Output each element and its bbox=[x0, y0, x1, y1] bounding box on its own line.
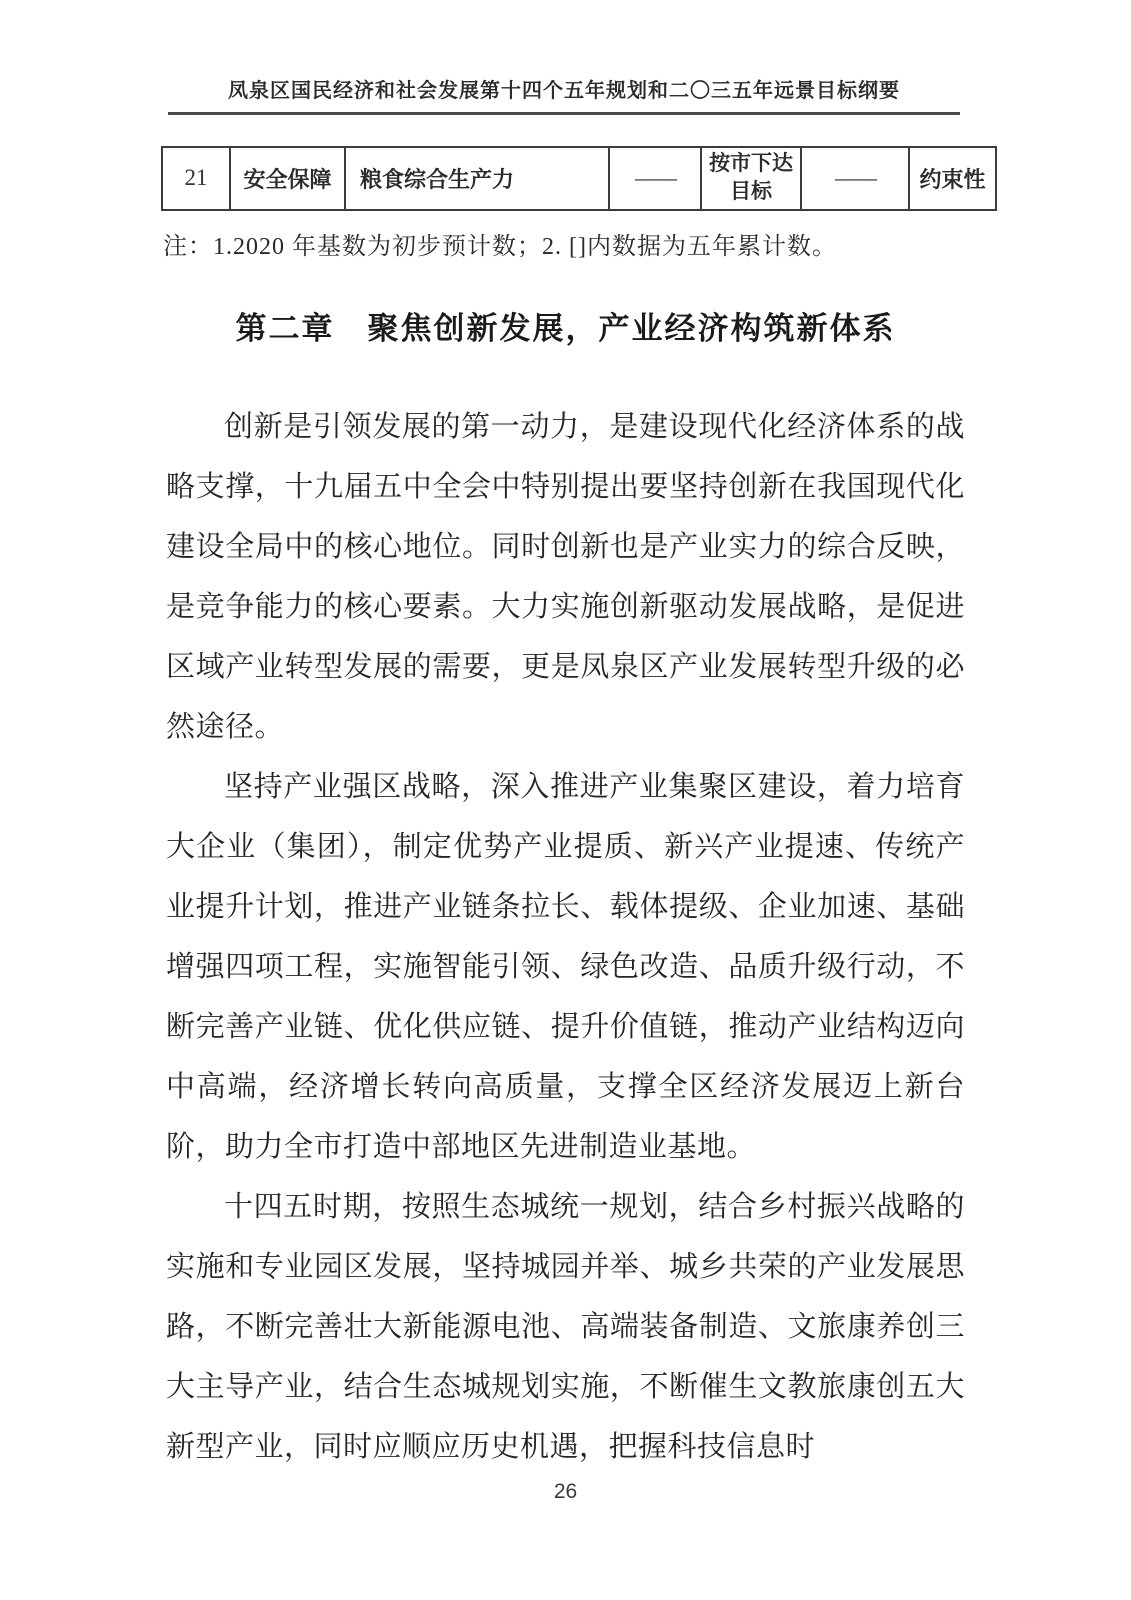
cell-category: 安全保障 bbox=[230, 147, 345, 210]
cell-indicator-name: 粮食综合生产力 bbox=[345, 147, 609, 210]
cell-base-value: —— bbox=[609, 147, 701, 210]
cell-growth-value: —— bbox=[801, 147, 909, 210]
chapter-heading: 第二章 聚焦创新发展，产业经济构筑新体系 bbox=[235, 310, 896, 346]
table-footnote: 注：1.2020 年基数为初步预计数；2. []内数据为五年累计数。 bbox=[163, 233, 837, 260]
body-text bbox=[166, 397, 965, 1477]
cell-row-number: 21 bbox=[162, 147, 230, 210]
cell-target-value: 按市下达目标 bbox=[701, 147, 801, 210]
paragraph-2: 坚持产业强区战略，深入推进产业集聚区建设，着力培育大企业（集团），制定优势产业提质、新兴产业提速、传统产业提升计划，推进产业链条拉长、载体提级、企业加速、基础增强四项工程，实施智能引领、绿色改造、品质升级行动，不断完善产业链、优化供应链、提升价值链，推动产业结构迈向中高端，经济增长转向高质量，支撑全区经济发展迈上新台阶，助力全市打造中部地区先进制造业基地。 bbox=[166, 770, 965, 1163]
cell-attribute: 约束性 bbox=[909, 147, 996, 210]
table-row bbox=[162, 147, 996, 210]
paragraph-1: 创新是引领发展的第一动力，是建设现代化经济体系的战略支撑，十九届五中全会中特别提出要坚持创新在我国现代化建设全局中的核心地位。同时创新也是产业实力的综合反映，是竞争能力的核心要素。大力实施创新驱动发展战略，是促进区域产业转型发展的需要，更是凤泉区产业发展转型升级的必然途径。 bbox=[166, 410, 965, 743]
paragraph-3: 十四五时期，按照生态城统一规划，结合乡村振兴战略的实施和专业园区发展，坚持城园并举、城乡共荣的产业发展思路，不断完善壮大新能源电池、高端装备制造、文旅康养创三大主导产业，结合生态城规划实施，不断催生文教旅康创五大新型产业，同时应顺应历史机遇，把握科技信息时 bbox=[166, 1190, 965, 1463]
indicator-table bbox=[161, 146, 997, 211]
running-header: 凤泉区国民经济和社会发展第十四个五年规划和二〇三五年远景目标纲要 bbox=[168, 74, 960, 115]
page-number: 26 bbox=[553, 1480, 578, 1503]
